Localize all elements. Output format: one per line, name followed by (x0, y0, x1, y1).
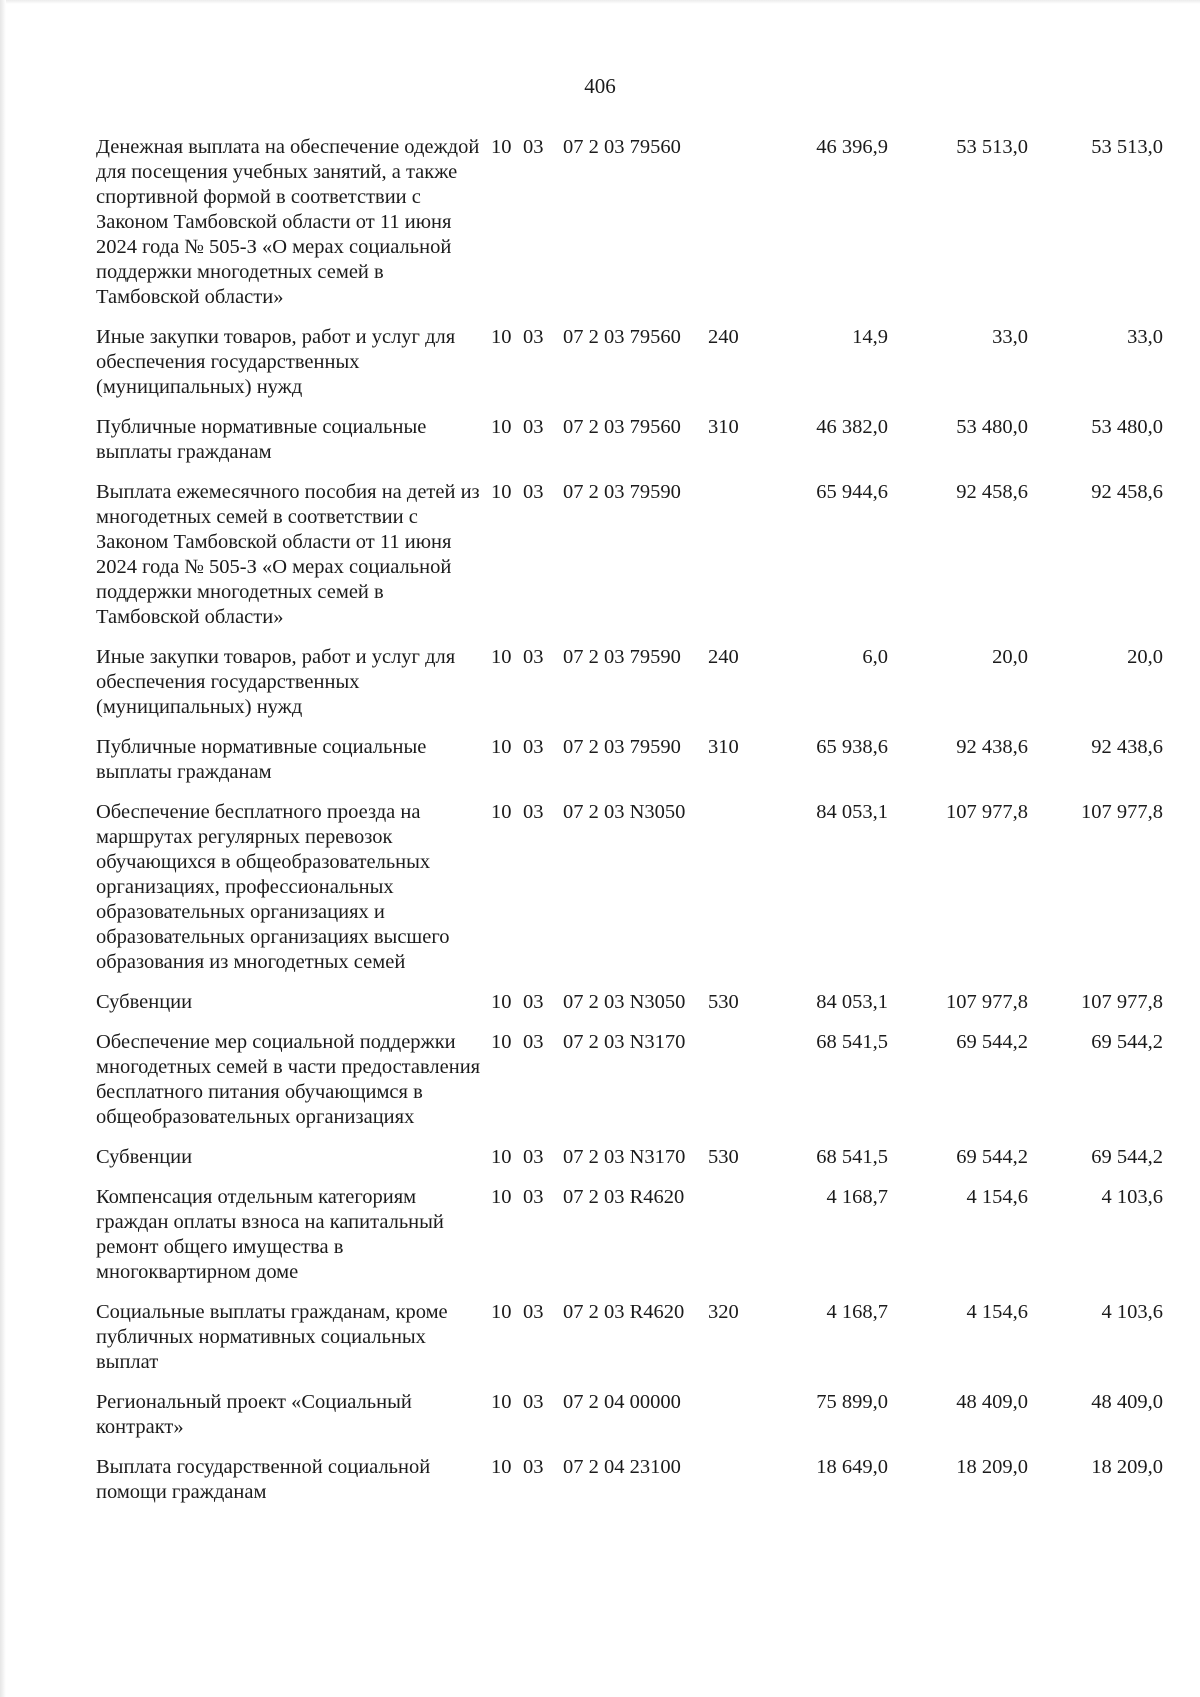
table-row (96, 1390, 1163, 1455)
page-number: 406 (584, 74, 616, 98)
amount-year-1: 46 382,0 (816, 416, 888, 438)
amount-year-3: 4 103,6 (1101, 1186, 1163, 1208)
table-row (96, 1455, 1163, 1520)
expense-name: Обеспечение мер социальной поддержки многодетных семей в части предоставления бесплатного питания обучающимся в общеобразовательных организациях (96, 1031, 481, 1128)
table-row (96, 1030, 1163, 1145)
section-code: 10 (491, 1456, 512, 1478)
section-code: 10 (491, 1146, 512, 1168)
amount-year-3: 53 480,0 (1091, 416, 1163, 438)
amount-year-1: 68 541,5 (816, 1146, 888, 1168)
target-article-code: 07 2 03 79590 (563, 646, 681, 668)
amount-year-3: 4 103,6 (1101, 1301, 1163, 1323)
table-row (96, 735, 1163, 800)
subsection-code: 03 (523, 1186, 544, 1208)
target-article-code: 07 2 03 79590 (563, 736, 681, 758)
amount-year-3: 92 438,6 (1091, 736, 1163, 758)
expense-name: Выплата ежемесячного пособия на детей из многодетных семей в соответствии с Законом Тамбовской области от 11 июня 2024 года № 505-З «О мерах социальной поддержки многодетных семей в Тамбовской области» (96, 481, 480, 628)
expense-name: Иные закупки товаров, работ и услуг для обеспечения государственных (муниципальных) нужд (96, 326, 456, 398)
expense-type-code: 240 (708, 326, 739, 348)
subsection-code: 03 (523, 1031, 544, 1053)
table-row (96, 800, 1163, 990)
amount-year-3: 18 209,0 (1091, 1456, 1163, 1478)
target-article-code: 07 2 03 N3050 (563, 991, 686, 1013)
section-code: 10 (491, 1031, 512, 1053)
section-code: 10 (491, 1186, 512, 1208)
section-code: 10 (491, 416, 512, 438)
table-row (96, 480, 1163, 645)
amount-year-3: 20,0 (1127, 646, 1163, 668)
subsection-code: 03 (523, 991, 544, 1013)
table-row (96, 645, 1163, 735)
target-article-code: 07 2 03 79560 (563, 416, 681, 438)
target-article-code: 07 2 04 23100 (563, 1456, 681, 1478)
expense-type-code: 530 (708, 1146, 739, 1168)
subsection-code: 03 (523, 736, 544, 758)
target-article-code: 07 2 03 R4620 (563, 1301, 685, 1323)
table-row (96, 990, 1163, 1030)
amount-year-3: 92 458,6 (1091, 481, 1163, 503)
amount-year-3: 48 409,0 (1091, 1391, 1163, 1413)
scan-artifact-edge (0, 0, 6, 1697)
expense-type-code (708, 1185, 763, 1300)
amount-year-2: 53 513,0 (956, 136, 1028, 158)
subsection-code: 03 (523, 1301, 544, 1323)
amount-year-2: 69 544,2 (956, 1146, 1028, 1168)
table-row (96, 1145, 1163, 1185)
subsection-code: 03 (523, 646, 544, 668)
amount-year-2: 69 544,2 (956, 1031, 1028, 1053)
subsection-code: 03 (523, 1391, 544, 1413)
subsection-code: 03 (523, 136, 544, 158)
section-code: 10 (491, 646, 512, 668)
amount-year-1: 84 053,1 (816, 801, 888, 823)
expense-type-code (708, 800, 763, 990)
section-code: 10 (491, 1301, 512, 1323)
section-code: 10 (491, 481, 512, 503)
amount-year-2: 53 480,0 (956, 416, 1028, 438)
amount-year-3: 107 977,8 (1081, 801, 1163, 823)
amount-year-1: 68 541,5 (816, 1031, 888, 1053)
section-code: 10 (491, 1391, 512, 1413)
target-article-code: 07 2 03 79590 (563, 481, 681, 503)
subsection-code: 03 (523, 326, 544, 348)
section-code: 10 (491, 326, 512, 348)
expense-name: Выплата государственной социальной помощи гражданам (96, 1456, 431, 1503)
expense-name: Иные закупки товаров, работ и услуг для обеспечения государственных (муниципальных) нужд (96, 646, 456, 718)
scan-artifact-top (0, 0, 1200, 4)
expense-type-code (708, 135, 763, 325)
amount-year-2: 18 209,0 (956, 1456, 1028, 1478)
budget-table-body (96, 135, 1163, 1520)
subsection-code: 03 (523, 481, 544, 503)
table-row (96, 1185, 1163, 1300)
target-article-code: 07 2 03 79560 (563, 136, 681, 158)
amount-year-2: 107 977,8 (946, 991, 1028, 1013)
table-row (96, 325, 1163, 415)
amount-year-2: 33,0 (992, 326, 1028, 348)
amount-year-2: 48 409,0 (956, 1391, 1028, 1413)
subsection-code: 03 (523, 416, 544, 438)
expense-name: Региональный проект «Социальный контракт» (96, 1391, 412, 1438)
expense-name: Денежная выплата на обеспечение одеждой для посещения учебных занятий, а также спортивной формой в соответствии с Законом Тамбовской области от 11 июня 2024 года № 505-З «О мерах социальной поддержки многодетных семей в Тамбовской области» (96, 136, 480, 308)
amount-year-2: 20,0 (992, 646, 1028, 668)
expense-type-code: 310 (708, 416, 739, 438)
expense-name: Субвенции (96, 991, 193, 1013)
table-row (96, 135, 1163, 325)
amount-year-1: 4 168,7 (826, 1186, 888, 1208)
amount-year-1: 14,9 (852, 326, 888, 348)
amount-year-2: 92 438,6 (956, 736, 1028, 758)
expense-type-code (708, 1390, 763, 1455)
section-code: 10 (491, 736, 512, 758)
expense-type-code (708, 480, 763, 645)
subsection-code: 03 (523, 1456, 544, 1478)
section-code: 10 (491, 136, 512, 158)
target-article-code: 07 2 03 N3050 (563, 801, 686, 823)
expense-type-code (708, 1030, 763, 1145)
expense-name: Компенсация отдельным категориям граждан оплаты взноса на капитальный ремонт общего имущества в многоквартирном доме (96, 1186, 444, 1283)
amount-year-1: 6,0 (862, 646, 888, 668)
amount-year-1: 4 168,7 (826, 1301, 888, 1323)
amount-year-3: 69 544,2 (1091, 1146, 1163, 1168)
expense-name: Публичные нормативные социальные выплаты гражданам (96, 736, 427, 783)
amount-year-3: 69 544,2 (1091, 1031, 1163, 1053)
target-article-code: 07 2 04 00000 (563, 1391, 681, 1413)
amount-year-1: 65 944,6 (816, 481, 888, 503)
subsection-code: 03 (523, 801, 544, 823)
table-row (96, 415, 1163, 480)
amount-year-1: 75 899,0 (816, 1391, 888, 1413)
section-code: 10 (491, 801, 512, 823)
target-article-code: 07 2 03 N3170 (563, 1031, 686, 1053)
target-article-code: 07 2 03 R4620 (563, 1186, 685, 1208)
expense-name: Социальные выплаты гражданам, кроме публичных нормативных социальных выплат (96, 1301, 448, 1373)
amount-year-3: 107 977,8 (1081, 991, 1163, 1013)
section-code: 10 (491, 991, 512, 1013)
amount-year-2: 107 977,8 (946, 801, 1028, 823)
amount-year-2: 4 154,6 (966, 1186, 1028, 1208)
expense-name: Публичные нормативные социальные выплаты гражданам (96, 416, 427, 463)
amount-year-1: 46 396,9 (816, 136, 888, 158)
amount-year-1: 65 938,6 (816, 736, 888, 758)
budget-table (96, 135, 1163, 1520)
amount-year-2: 92 458,6 (956, 481, 1028, 503)
target-article-code: 07 2 03 79560 (563, 326, 681, 348)
expense-type-code: 310 (708, 736, 739, 758)
amount-year-3: 53 513,0 (1091, 136, 1163, 158)
expense-type-code: 240 (708, 646, 739, 668)
amount-year-1: 84 053,1 (816, 991, 888, 1013)
table-row (96, 1300, 1163, 1390)
amount-year-3: 33,0 (1127, 326, 1163, 348)
subsection-code: 03 (523, 1146, 544, 1168)
amount-year-1: 18 649,0 (816, 1456, 888, 1478)
amount-year-2: 4 154,6 (966, 1301, 1028, 1323)
expense-type-code: 530 (708, 991, 739, 1013)
expense-type-code: 320 (708, 1301, 739, 1323)
expense-name: Субвенции (96, 1146, 193, 1168)
expense-name: Обеспечение бесплатного проезда на маршрутах регулярных перевозок обучающихся в общеобразовательных организациях, профессиональных образовательных организациях и образовательных организациях высшего образования из многодетных семей (96, 801, 450, 973)
target-article-code: 07 2 03 N3170 (563, 1146, 686, 1168)
expense-type-code (708, 1455, 763, 1520)
